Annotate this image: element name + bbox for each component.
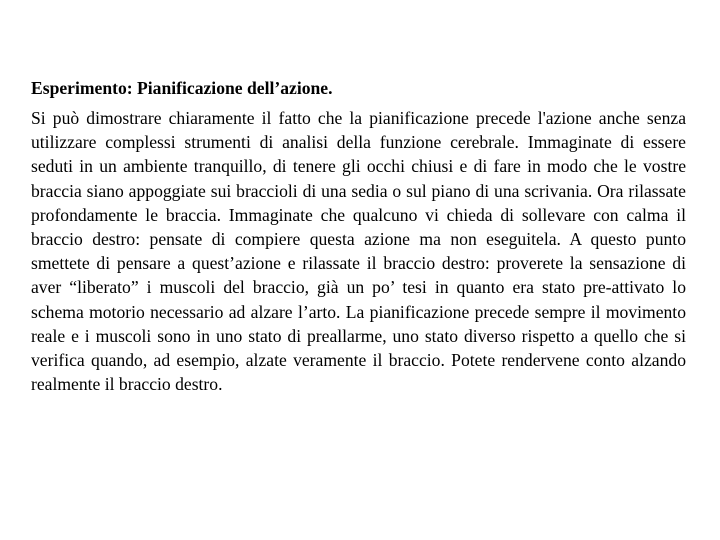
experiment-heading: Esperimento: Pianificazione dell’azione. (31, 78, 333, 98)
experiment-description: Si può dimostrare chiaramente il fatto che la pianificazione precede l'azione anche senza utilizzare complessi strumenti di analisi della funzione cerebrale. Immaginate di essere seduti in un ambiente tranquillo, di tenere gli occhi chiusi e di fare in modo che le vostre braccia siano appoggiate sui braccioli di una sedia o sul piano di una scrivania. Ora rilassate profondamente le braccia. Immaginate che qualcuno vi chieda di sollevare con calma il braccio destro: pensate di compiere questa azione ma non eseguitela. A questo punto smettete di pensare a quest’azione e rilassate il braccio destro: proverete la sensazione di aver “liberato” i muscoli del braccio, già un po’ tesi in quanto era stato pre-attivato lo schema motorio necessario ad alzare l’arto. La pianificazione precede sempre il movimento reale e i muscoli sono in uno stato di preallarme, uno stato diverso rispetto a quello che si verifica quando, ad esempio, alzate veramente il braccio. Potete rendervene conto alzando realmente il braccio destro. (31, 108, 686, 395)
text-block (31, 76, 686, 396)
